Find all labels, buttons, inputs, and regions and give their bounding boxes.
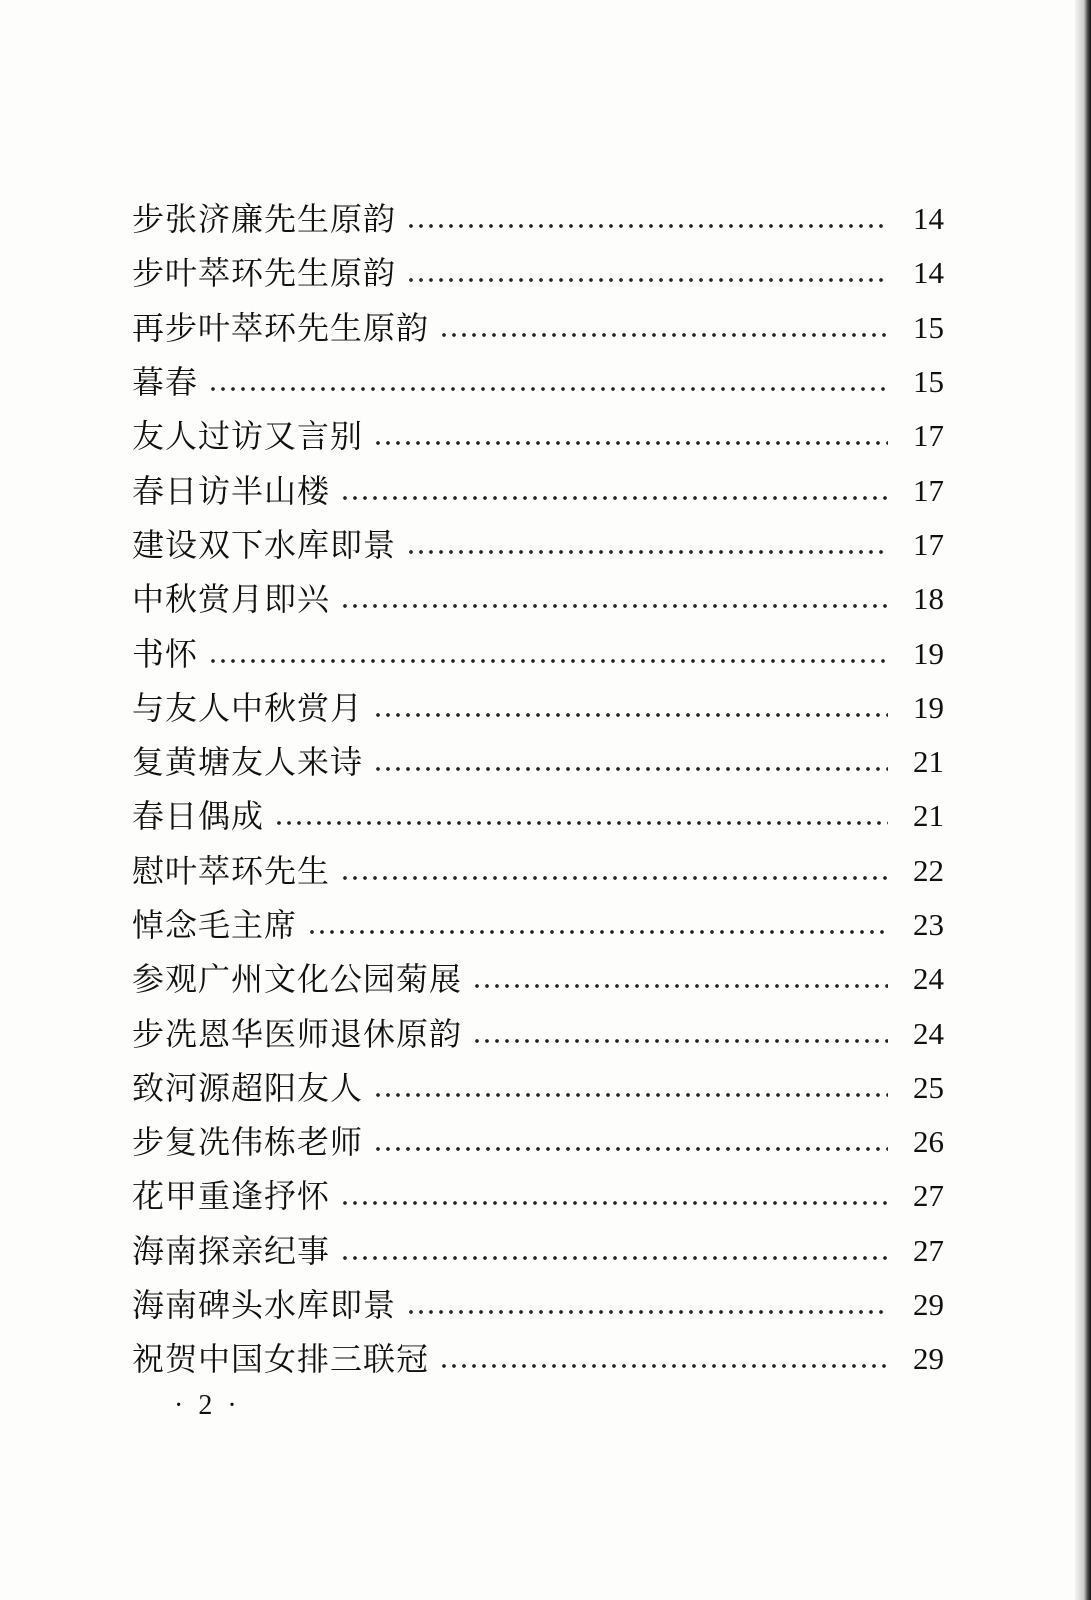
toc-entry-page: 18 bbox=[913, 581, 944, 617]
toc-entry-page: 14 bbox=[913, 201, 944, 237]
toc-entry-page: 26 bbox=[913, 1124, 944, 1160]
toc-entry bbox=[132, 789, 944, 843]
dot-leader bbox=[439, 1363, 888, 1369]
toc-entry-page: 25 bbox=[913, 1069, 944, 1105]
dot-leader bbox=[373, 440, 888, 446]
toc-entry bbox=[132, 1278, 944, 1332]
dot-leader bbox=[472, 1038, 888, 1044]
toc-entry bbox=[132, 898, 944, 952]
dot-leader bbox=[373, 1146, 888, 1152]
toc-entry-page: 22 bbox=[913, 852, 944, 888]
toc-entry bbox=[132, 463, 944, 517]
toc-entry-title: 友人过访又言别 bbox=[132, 417, 364, 456]
toc-entry bbox=[132, 626, 944, 680]
toc-entry-title: 参观广州文化公园菊展 bbox=[132, 960, 463, 999]
toc-entry-title: 复黄塘友人来诗 bbox=[132, 743, 364, 782]
toc-entry-title: 海南碑头水库即景 bbox=[132, 1286, 397, 1325]
toc-entry-page: 19 bbox=[913, 689, 944, 725]
page-number: · 2 · bbox=[174, 1390, 241, 1421]
toc-entry-title: 步冼恩华医师退休原韵 bbox=[132, 1014, 463, 1053]
toc-entry-page: 17 bbox=[913, 472, 944, 508]
toc-entry-title: 步复冼伟栋老师 bbox=[132, 1123, 364, 1162]
toc-entry bbox=[132, 1006, 944, 1060]
dot-leader bbox=[373, 712, 888, 718]
dot-leader bbox=[373, 1092, 888, 1098]
dot-leader bbox=[340, 495, 888, 501]
toc-entry bbox=[132, 301, 944, 355]
toc-entry bbox=[132, 1332, 944, 1386]
toc-entry bbox=[132, 355, 944, 409]
toc-entry bbox=[132, 735, 944, 789]
dot-leader bbox=[439, 332, 888, 338]
toc-entry bbox=[132, 1169, 944, 1223]
toc-entry-page: 17 bbox=[913, 418, 944, 454]
dot-leader bbox=[373, 766, 888, 772]
toc-entry-page: 29 bbox=[913, 1287, 944, 1323]
toc-entry bbox=[132, 246, 944, 300]
toc-entry-title: 与友人中秋赏月 bbox=[132, 688, 364, 727]
dot-leader bbox=[208, 386, 888, 392]
dot-leader bbox=[340, 875, 888, 881]
toc-entry bbox=[132, 681, 944, 735]
dot-leader bbox=[406, 549, 888, 555]
toc-entry-title: 悼念毛主席 bbox=[132, 906, 298, 944]
toc-entry-title: 中秋赏月即兴 bbox=[132, 580, 331, 619]
toc-entry bbox=[132, 952, 944, 1006]
toc-entry-title: 步张济廉先生原韵 bbox=[132, 200, 397, 239]
toc-entry-page: 29 bbox=[913, 1341, 944, 1377]
toc-entry-title: 步叶萃环先生原韵 bbox=[132, 254, 397, 293]
toc-entry-title: 致河源超阳友人 bbox=[132, 1068, 364, 1107]
toc-entry bbox=[132, 1061, 944, 1115]
toc-entry-title: 花甲重逢抒怀 bbox=[132, 1177, 331, 1216]
toc-entry-title: 祝贺中国女排三联冠 bbox=[132, 1340, 430, 1379]
dot-leader bbox=[307, 929, 888, 935]
page-edge-shadow bbox=[1075, 0, 1091, 1600]
toc-entry bbox=[132, 844, 944, 898]
dot-leader bbox=[340, 1255, 888, 1261]
toc-entry-page: 27 bbox=[913, 1232, 944, 1268]
toc-entry-page: 27 bbox=[913, 1178, 944, 1214]
toc-entry-page: 15 bbox=[913, 309, 944, 345]
toc-entry-title: 书怀 bbox=[132, 634, 199, 673]
toc-entry-page: 21 bbox=[913, 798, 944, 834]
toc-entry bbox=[132, 1115, 944, 1169]
dot-leader bbox=[472, 983, 888, 989]
dot-leader bbox=[340, 1200, 888, 1206]
toc-entry-title: 春日偶成 bbox=[132, 797, 265, 836]
dot-leader bbox=[340, 603, 888, 609]
dot-leader bbox=[406, 277, 888, 283]
toc-entry-page: 17 bbox=[913, 526, 944, 562]
toc-entry-title: 春日访半山楼 bbox=[132, 471, 331, 510]
toc-entry-page: 24 bbox=[913, 961, 944, 997]
toc-entry bbox=[132, 518, 944, 572]
toc-entry-page: 23 bbox=[913, 907, 944, 942]
dot-leader bbox=[406, 223, 888, 229]
dot-leader bbox=[208, 658, 888, 664]
toc-entry-page: 24 bbox=[913, 1015, 944, 1051]
dot-leader bbox=[274, 820, 888, 826]
toc-entry bbox=[132, 572, 944, 626]
toc-entry-title: 暮春 bbox=[132, 363, 199, 402]
toc-entry-title: 慰叶萃环先生 bbox=[132, 851, 331, 890]
toc-entry-title: 海南探亲纪事 bbox=[132, 1231, 331, 1270]
toc-entry bbox=[132, 409, 944, 463]
dot-leader bbox=[406, 1309, 888, 1315]
toc-entry-page: 14 bbox=[913, 255, 944, 291]
table-of-contents bbox=[132, 192, 944, 1387]
toc-entry-title: 再步叶萃环先生原韵 bbox=[132, 308, 430, 347]
toc-entry-page: 19 bbox=[913, 635, 944, 671]
toc-entry-page: 21 bbox=[913, 744, 944, 780]
toc-entry-page: 15 bbox=[913, 364, 944, 400]
toc-entry bbox=[132, 192, 944, 246]
toc-entry bbox=[132, 1224, 944, 1278]
toc-entry-title: 建设双下水库即景 bbox=[132, 525, 397, 564]
